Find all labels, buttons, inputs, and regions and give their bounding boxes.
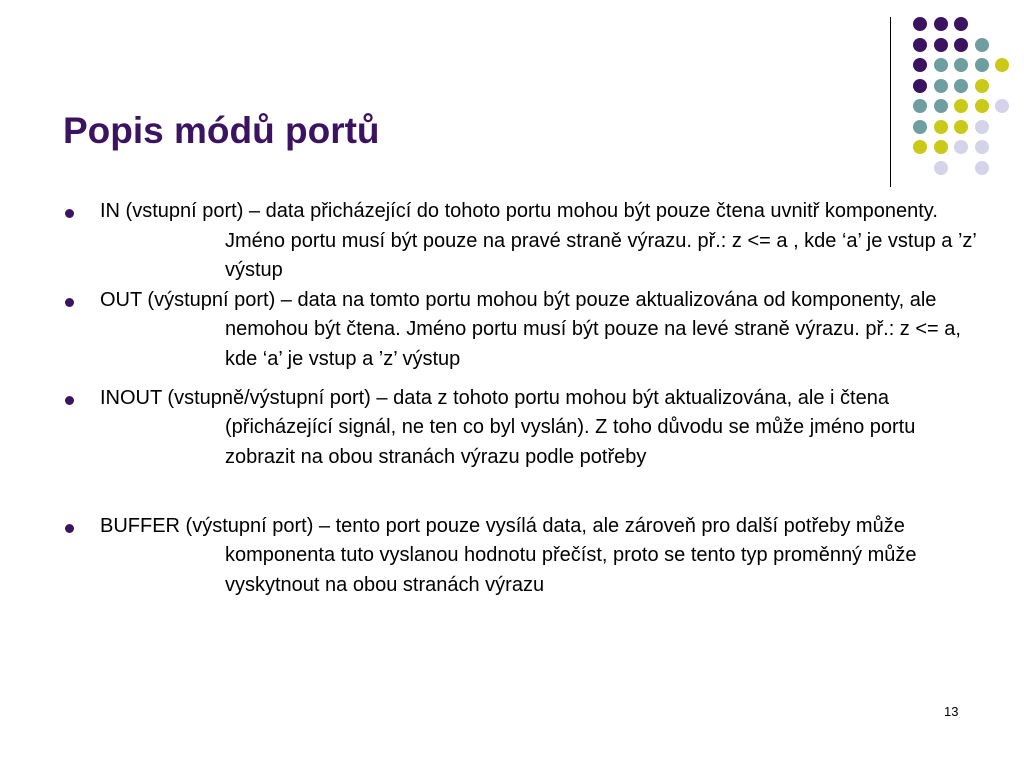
decorative-dot — [975, 38, 989, 52]
decorative-dot — [913, 17, 927, 31]
decorative-dot — [913, 140, 927, 154]
decorative-dot — [954, 140, 968, 154]
decorative-dot — [975, 99, 989, 113]
bullet-text: BUFFER (výstupní port) – tento port pouze vysílá data, ale zároveň pro další potřeby může komponenta tuto vyslanou hodnotu přečíst, proto se tento typ proměnný může vyskytnout na obou stranách výrazu — [100, 514, 917, 596]
decorative-dot — [934, 58, 948, 72]
bullet-icon — [65, 209, 74, 218]
decorative-dot — [934, 120, 948, 134]
decorative-dot — [954, 120, 968, 134]
decorative-dot — [995, 99, 1009, 113]
bullet-text: INOUT (vstupně/výstupní port) – data z tohoto portu mohou být aktualizována, ale i čtena (přicházející signál, ne ten co byl vyslán). Z toho důvodu se může jméno portu zobrazit na obou stranách výrazu podle potřeby — [100, 386, 916, 468]
bullet-icon — [65, 524, 74, 533]
page-number: 13 — [944, 704, 959, 719]
decorative-dot — [975, 120, 989, 134]
decorative-dot — [934, 99, 948, 113]
decorative-dot — [913, 38, 927, 52]
bullet-item — [60, 512, 990, 601]
decorative-dot — [954, 38, 968, 52]
divider-line — [890, 17, 891, 187]
decorative-dot — [934, 38, 948, 52]
decorative-dot — [975, 140, 989, 154]
bullet-text: OUT (výstupní port) – data na tomto portu mohou být pouze aktualizována od komponenty, ale nemohou být čtena. Jméno portu musí být pouze na levé straně výrazu. př.: z <= a, kde ‘a’ je vstup a ’z’ výstup — [100, 288, 961, 370]
slide-title: Popis módů portů — [63, 110, 380, 151]
decorative-dot — [913, 99, 927, 113]
decorative-dot — [975, 161, 989, 175]
bullet-list — [60, 197, 990, 600]
decorative-dot — [954, 58, 968, 72]
decorative-dot — [913, 79, 927, 93]
decorative-dot — [954, 99, 968, 113]
decorative-dot — [934, 140, 948, 154]
decorative-dot — [975, 58, 989, 72]
bullet-item — [60, 197, 990, 286]
decorative-dot — [934, 17, 948, 31]
bullet-item — [60, 286, 990, 384]
bullet-item — [60, 384, 990, 512]
decorative-dot — [975, 79, 989, 93]
bullet-icon — [65, 298, 74, 307]
decorative-dot — [954, 17, 968, 31]
bullet-icon — [65, 396, 74, 405]
decorative-dot — [934, 79, 948, 93]
decorative-dot — [954, 79, 968, 93]
decorative-dot — [913, 120, 927, 134]
bullet-text: IN (vstupní port) – data přicházející do tohoto portu mohou být pouze čtena uvnitř komponenty. Jméno portu musí být pouze na pravé straně výrazu. př.: z <= a , kde ‘a’ je vstup a ’z’ výstup — [100, 200, 977, 281]
decorative-dot — [934, 161, 948, 175]
decorative-dot — [913, 58, 927, 72]
decorative-dot — [995, 58, 1009, 72]
